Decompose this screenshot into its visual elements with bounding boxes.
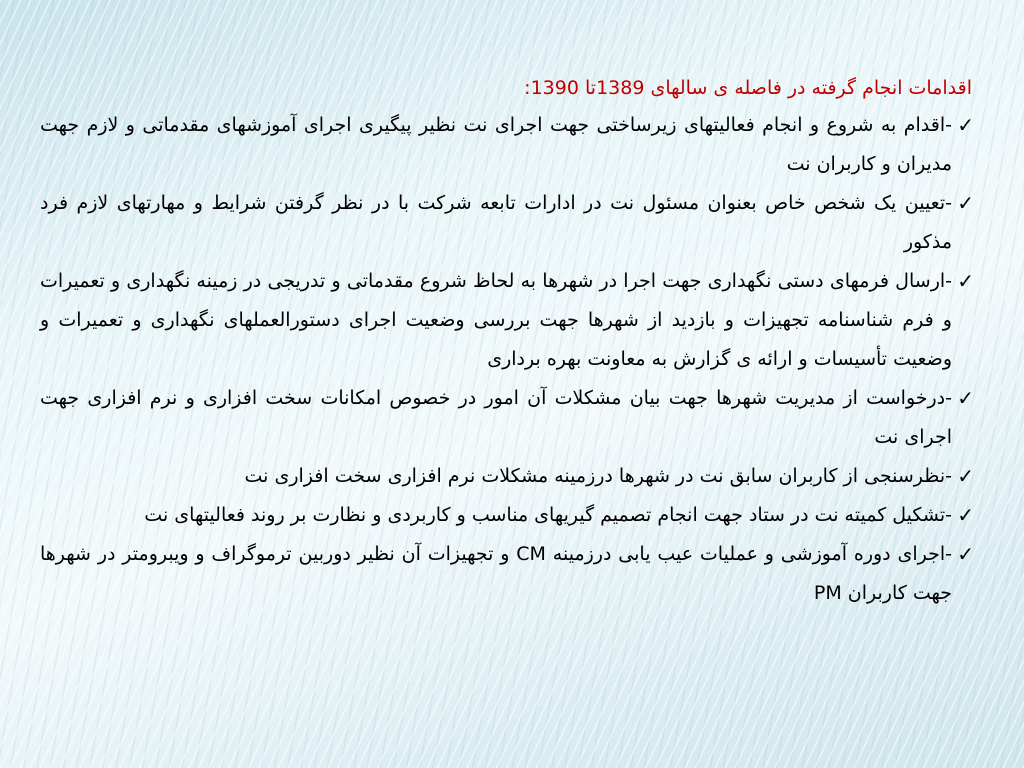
slide-heading: اقدامات انجام گرفته در فاصله ی سالهای 1389تا 1390: xyxy=(524,77,972,99)
list-item xyxy=(40,184,974,262)
list-item-text: -نظرسنجی از کاربران سابق نت در شهرها درزمینه مشکلات نرم افزاری سخت افزاری نت xyxy=(244,465,952,487)
list-item xyxy=(40,379,974,457)
list-item xyxy=(40,496,974,535)
list-item xyxy=(40,262,974,379)
list-item xyxy=(40,535,974,613)
check-icon: ✓ xyxy=(957,269,974,293)
list-item-text: -درخواست از مدیریت شهرها جهت بیان مشکلات آن امور در خصوص امکانات سخت افزاری و نرم افزاری جهت اجرای نت xyxy=(40,387,952,448)
slide-content xyxy=(40,70,974,750)
action-list xyxy=(40,106,974,613)
list-item-text: -اقدام به شروع و انجام فعالیتهای زیرساختی جهت اجرای نت نظیر پیگیری اجرای آموزشهای مقدماتی و لازم جهت مدیران و کاربران نت xyxy=(40,114,952,175)
list-item-text: -ارسال فرمهای دستی نگهداری جهت اجرا در شهرها به لحاظ شروع مقدماتی و تدریجی در زمینه نگهداری و تعمیرات و فرم شناسنامه تجهیزات و بازدید از شهرها جهت بررسی وضعیت اجرای دستورالعملهای نگهداری و تعمیرات و وضعیت تأسیسات و ارائه ی گزارش به معاونت بهره برداری xyxy=(40,270,952,370)
list-item xyxy=(40,106,974,184)
check-icon: ✓ xyxy=(957,386,974,410)
list-item-text: -تعیین یک شخص خاص بعنوان مسئول نت در ادارات تابعه شرکت با در نظر گرفتن شرایط و مهارتهای لازم فرد مذکور xyxy=(40,192,952,253)
check-icon: ✓ xyxy=(957,542,974,566)
check-icon: ✓ xyxy=(957,503,974,527)
check-icon: ✓ xyxy=(957,113,974,137)
check-icon: ✓ xyxy=(957,191,974,215)
list-item-text: -تشکیل کمیته نت در ستاد جهت انجام تصمیم گیریهای مناسب و کاربردی و نظارت بر روند فعالیتهای نت xyxy=(144,504,952,526)
list-item xyxy=(40,457,974,496)
list-item-text: -اجرای دوره آموزشی و عملیات عیب یابی درزمینه CM و تجهیزات آن نظیر دوربین ترموگراف و ویبرومتر در شهرها جهت کاربران PM xyxy=(40,543,952,604)
check-icon: ✓ xyxy=(957,464,974,488)
